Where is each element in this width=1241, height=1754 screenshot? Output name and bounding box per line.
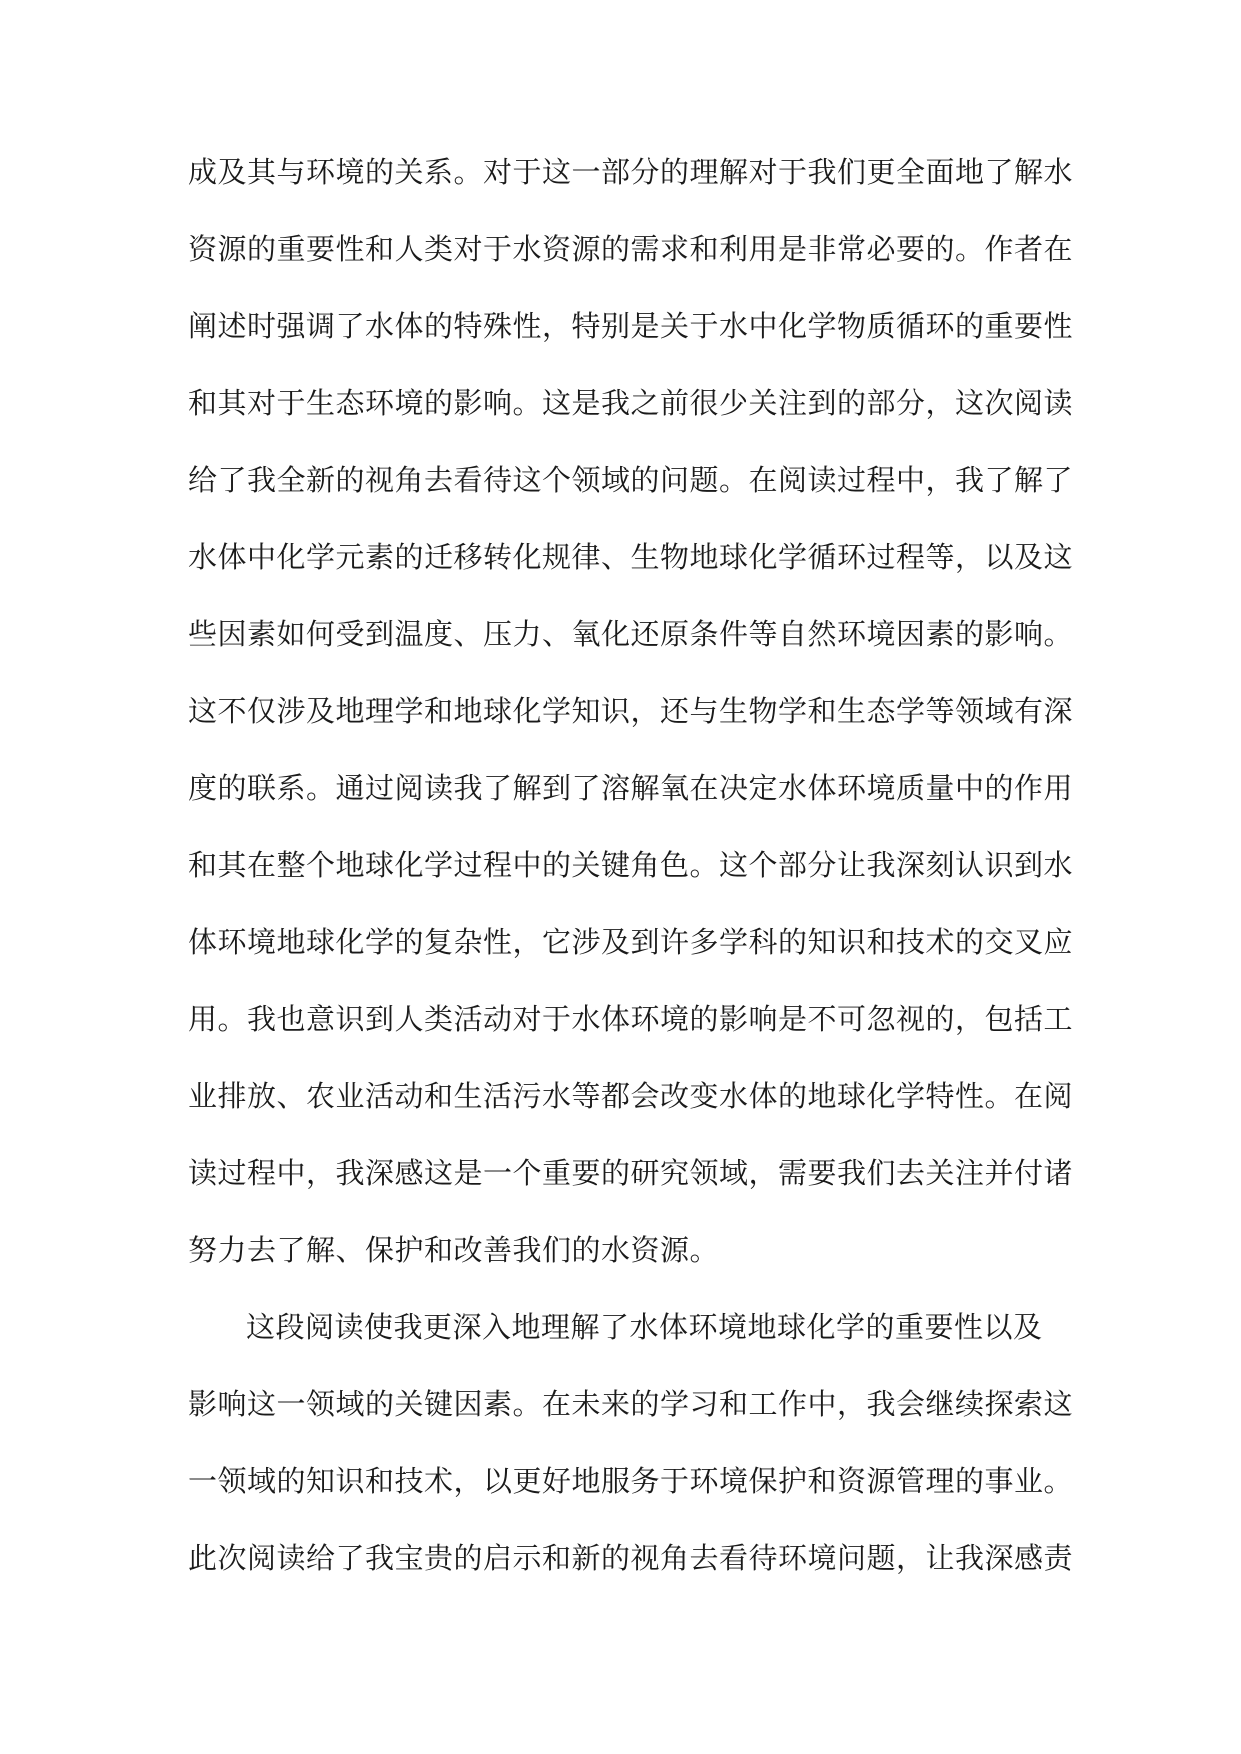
text-line: 读过程中，我深感这是一个重要的研究领域，需要我们去关注并付诸 — [188, 1156, 1074, 1190]
text-line: 此次阅读给了我宝贵的启示和新的视角去看待环境问题，让我深感责 — [188, 1541, 1074, 1575]
body-text — [188, 134, 1074, 1597]
text-line: 这不仅涉及地理学和地球化学知识，还与生物学和生态学等领域有深 — [188, 694, 1074, 728]
text-line: 和其在整个地球化学过程中的关键角色。这个部分让我深刻认识到水 — [188, 848, 1074, 882]
text-line: 资源的重要性和人类对于水资源的需求和利用是非常必要的。作者在 — [188, 232, 1074, 266]
text-line: 给了我全新的视角去看待这个领域的问题。在阅读过程中，我了解了 — [188, 463, 1074, 497]
paragraph-start-line: 这段阅读使我更深入地理解了水体环境地球化学的重要性以及 — [246, 1310, 1043, 1344]
text-line: 度的联系。通过阅读我了解到了溶解氧在决定水体环境质量中的作用 — [188, 771, 1074, 805]
text-line: 体环境地球化学的复杂性，它涉及到许多学科的知识和技术的交叉应 — [188, 925, 1074, 959]
text-line: 水体中化学元素的迁移转化规律、生物地球化学循环过程等，以及这 — [188, 540, 1074, 574]
text-line: 业排放、农业活动和生活污水等都会改变水体的地球化学特性。在阅 — [188, 1079, 1074, 1113]
text-line: 一领域的知识和技术，以更好地服务于环境保护和资源管理的事业。 — [188, 1464, 1074, 1498]
text-line: 用。我也意识到人类活动对于水体环境的影响是不可忽视的，包括工 — [188, 1002, 1074, 1036]
text-line: 努力去了解、保护和改善我们的水资源。 — [188, 1233, 720, 1267]
text-line: 成及其与环境的关系。对于这一部分的理解对于我们更全面地了解水 — [188, 155, 1074, 189]
text-line: 和其对于生态环境的影响。这是我之前很少关注到的部分，这次阅读 — [188, 386, 1074, 420]
text-line: 些因素如何受到温度、压力、氧化还原条件等自然环境因素的影响。 — [188, 617, 1074, 651]
text-line: 影响这一领域的关键因素。在未来的学习和工作中，我会继续探索这 — [188, 1387, 1074, 1421]
text-line: 阐述时强调了水体的特殊性，特别是关于水中化学物质循环的重要性 — [188, 309, 1074, 343]
